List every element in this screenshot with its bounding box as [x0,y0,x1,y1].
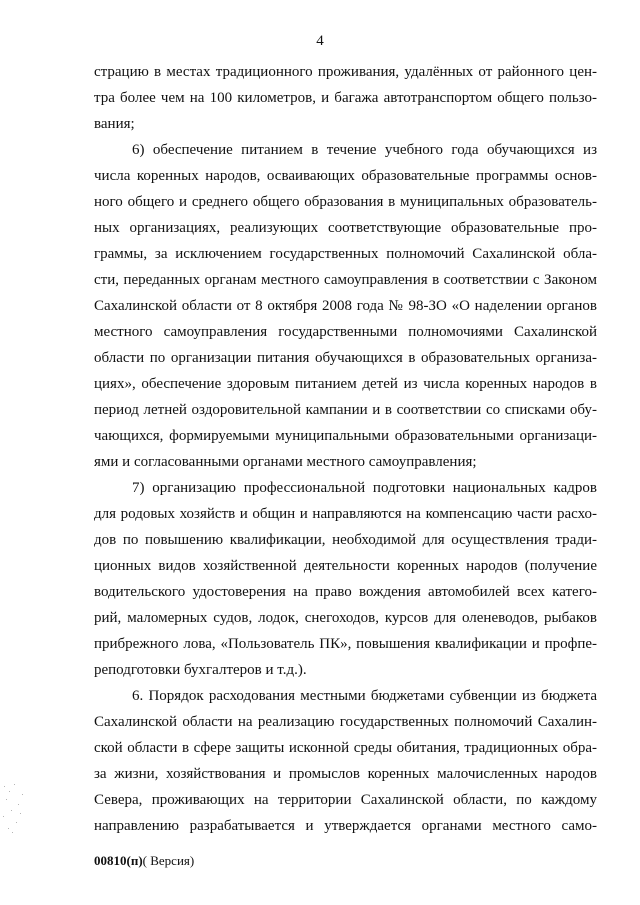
text-line: числа коренных народов, осваивающих образовательные программы основ- [94,168,597,184]
document-footer [94,853,194,869]
text-line: области по организации питания обучающихся в образовательных организа- [94,350,597,366]
text-line: водительского удостоверения на право вождения автомобилей всех катего- [94,584,597,600]
text-line: сти, переданных органам местного самоуправления в соответствии с Законом [94,272,597,288]
text-line: ями и согласованными органами местного самоуправления; [94,454,477,470]
text-line: прибрежного лова, «Пользователь ПК», повышения квалификации и профпе- [94,636,597,652]
text-line: направлению разрабатывается и утверждается органами местного само- [94,818,597,834]
text-line: ской области в сфере защиты исконной среды обитания, традиционных обра- [94,740,597,756]
scan-artifact [0,780,30,840]
text-line: дов по повышению квалификации, необходимой для осуществления тради- [94,532,597,548]
version-label: ( Версия) [142,853,195,868]
text-line: страцию в местах традиционного проживания, удалённых от районного цен- [94,64,597,80]
text-line: ных организациях, реализующих соответствующие образовательные про- [94,220,597,236]
document-code: 00810(п) [94,853,143,868]
text-line: тра более чем на 100 километров, и багажа автотранспортом общего пользо- [94,90,597,106]
text-line: Сахалинской области на реализацию государственных полномочий Сахалин- [94,714,597,730]
text-line: чающихся, формируемыми муниципальными образовательными организаци- [94,428,597,444]
text-line: для родовых хозяйств и общин и направляются на компенсацию части расхо- [94,506,597,522]
text-line: реподготовки бухгалтеров и т.д.). [94,662,307,678]
paragraph-6-first-line: 6) обеспечение питанием в течение учебного года обучающихся из [132,142,597,158]
page-number: 4 [316,33,324,49]
text-line: вания; [94,116,135,132]
text-line: местного самоуправления государственными полномочиями Сахалинской [94,324,597,340]
text-line: период летней оздоровительной кампании и в соответствии со списками обу- [94,402,597,418]
text-line: ного общего и среднего общего образования в муниципальных образователь- [94,194,597,210]
text-line: граммы, за исключением государственных полномочий Сахалинской обла- [94,246,597,262]
text-line: за жизни, хозяйствования и промыслов коренных малочисленных народов [94,766,597,782]
text-line: циях», обеспечение здоровым питанием детей из числа коренных народов в [94,376,597,392]
text-line: ционных видов хозяйственной деятельности коренных народов (получение [94,558,597,574]
paragraph-7-first-line: 7) организацию профессиональной подготовки национальных кадров [132,480,597,496]
text-line: Севера, проживающих на территории Сахалинской области, по каждому [94,792,597,808]
text-line: Сахалинской области от 8 октября 2008 года № 98-ЗО «О наделении органов [94,298,597,314]
section-6-first-line: 6. Порядок расходования местными бюджетами субвенции из бюджета [132,688,597,704]
text-line: рий, маломерных судов, лодок, снегоходов, курсов для оленеводов, рыбаков [94,610,597,626]
